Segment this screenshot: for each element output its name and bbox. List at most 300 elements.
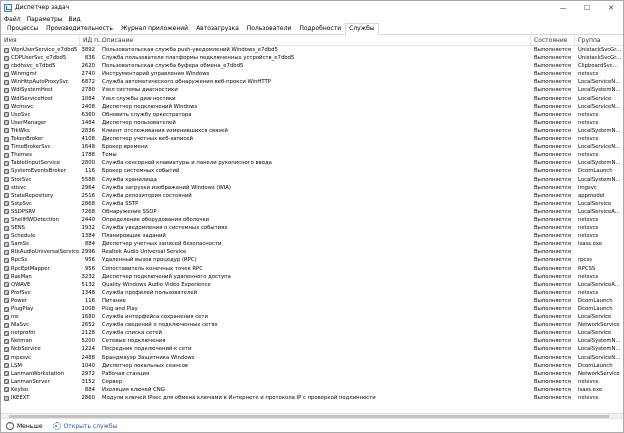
service-name <box>1 281 80 289</box>
service-name-label: WdiServiceHost <box>11 95 53 102</box>
service-name <box>1 192 80 200</box>
service-pid: 2652 <box>81 322 95 329</box>
service-icon <box>4 80 9 85</box>
table-row[interactable] <box>1 62 623 70</box>
column-header-status[interactable]: Состояние <box>531 36 575 46</box>
service-name <box>1 159 80 167</box>
service-status: Выполняется <box>534 87 571 94</box>
service-status: Выполняется <box>534 265 571 272</box>
table-row[interactable] <box>1 289 623 297</box>
service-name-label: ProfSvc <box>11 289 31 296</box>
service-group: UnistackSvcGr... <box>578 47 622 53</box>
service-name <box>1 46 80 54</box>
tab-app-history[interactable]: Журнал приложений <box>120 25 189 32</box>
chevron-up-icon: ˄ <box>6 422 14 430</box>
service-name <box>1 200 80 208</box>
service-group: LocalServiceN... <box>578 354 621 361</box>
service-pid: 2800 <box>81 160 95 167</box>
service-pid: 1084 <box>81 95 95 102</box>
service-name <box>1 394 80 402</box>
service-name-label: KeyIso <box>11 386 29 393</box>
service-icon <box>4 120 9 125</box>
service-name <box>1 297 80 305</box>
service-name-label: SSDPSRV <box>11 208 36 215</box>
service-description: Брандмауэр Защитника Windows <box>102 354 195 361</box>
service-name <box>1 354 80 362</box>
service-name-label: WpnUserService_e7dbd5 <box>11 47 78 53</box>
service-status: Выполняется <box>534 200 571 207</box>
table-row[interactable] <box>1 232 623 240</box>
service-name <box>1 386 80 394</box>
service-pid: 2996 <box>81 249 95 256</box>
minimize-button[interactable]: — <box>559 3 567 12</box>
service-status: Выполняется <box>534 386 571 393</box>
service-name-label: netprofm <box>11 330 36 337</box>
table-row[interactable] <box>1 216 623 224</box>
service-description: Обновить службу оркестратора <box>102 111 192 118</box>
service-icon <box>4 379 9 384</box>
service-group <box>575 248 621 256</box>
service-description: Определение оборудования оболочки <box>102 216 210 223</box>
service-description: Служба репозитория состояний <box>102 192 192 199</box>
service-name-label: NcbService <box>11 346 41 353</box>
service-pid: 6872 <box>81 79 95 86</box>
service-icon <box>4 323 9 328</box>
service-name-label: LSM <box>11 362 22 369</box>
service-icon <box>4 104 9 109</box>
service-icon <box>4 128 9 133</box>
service-icon <box>4 161 9 166</box>
service-name-label: CDPUserSvc_e7dbd5 <box>11 55 67 62</box>
service-icon <box>4 307 9 312</box>
service-description: Сопоставитель конечных точек RPC <box>102 265 203 272</box>
service-name-label: PlugPlay <box>11 306 34 312</box>
service-name <box>1 265 80 273</box>
service-group: LocalSystemN... <box>578 338 621 345</box>
service-status: Выполняется <box>534 330 571 337</box>
service-pid: 3152 <box>81 378 95 385</box>
service-name-label: StateRepository <box>11 192 54 199</box>
service-status: Выполняется <box>534 192 571 199</box>
menu-view[interactable]: Вид <box>68 15 81 23</box>
service-pid: 2408 <box>81 103 95 110</box>
service-name <box>1 62 80 70</box>
service-status: Выполняется <box>534 176 571 183</box>
service-icon <box>4 185 9 190</box>
service-description: Служба интерфейса сохранения сети <box>102 314 208 321</box>
table-row[interactable] <box>1 337 623 345</box>
service-description: Диспетчер локальных сеансов <box>102 362 188 369</box>
service-name-label: WdiSystemHost <box>11 87 53 94</box>
table-row[interactable] <box>1 103 623 111</box>
service-name-label: stisvc <box>11 184 27 191</box>
table-row[interactable] <box>1 119 623 127</box>
service-group: DcomLaunch <box>578 362 613 369</box>
service-pid: 116 <box>84 168 95 175</box>
service-group: LocalServiceA... <box>578 281 620 288</box>
service-icon <box>4 315 9 320</box>
service-name-label: mpssvc <box>11 354 32 361</box>
service-description: Служба загрузки изображений Windows (WIA) <box>102 184 231 191</box>
tab-services[interactable]: Службы <box>345 23 378 35</box>
table-row[interactable] <box>1 192 623 200</box>
service-name <box>1 337 80 345</box>
service-group: netsvcs <box>578 378 599 385</box>
menu-file[interactable]: Файл <box>4 15 21 23</box>
open-services-label: Открыть службы <box>63 422 118 430</box>
tab-details[interactable]: Подробности <box>299 25 342 32</box>
service-pid: 2740 <box>81 71 95 78</box>
service-name <box>1 345 80 353</box>
service-description: Посредник подключений к сети <box>102 346 192 353</box>
service-status: Выполняется <box>534 289 571 296</box>
service-description: Пользовательская служба push-уведомлений Windows_e7dbd5 <box>102 47 278 53</box>
service-group: DcomLaunch <box>578 168 613 175</box>
service-pid: 4108 <box>81 136 95 143</box>
service-group: LocalSystemN... <box>578 160 621 167</box>
column-header-name[interactable]: Имя <box>1 36 80 46</box>
service-icon <box>4 282 9 287</box>
table-row[interactable] <box>1 297 623 305</box>
service-name <box>1 313 80 321</box>
service-pid: 1008 <box>81 306 95 312</box>
service-name <box>1 224 80 232</box>
service-name-label: ShellHWDetection <box>11 216 59 223</box>
service-description: Служба списка сетей <box>102 330 163 337</box>
service-description: Диспетчер учетных веб-записей <box>102 136 193 143</box>
service-pid: 116 <box>84 297 95 304</box>
menu-options[interactable]: Параметры <box>26 15 63 23</box>
service-status: Выполняется <box>534 395 571 402</box>
service-icon <box>4 331 9 336</box>
tab-bar <box>1 24 623 35</box>
service-status: Выполняется <box>534 354 571 361</box>
service-description: Сервер <box>102 378 123 385</box>
table-row[interactable] <box>1 329 623 337</box>
service-icon <box>4 234 9 239</box>
window-title: Диспетчер задач <box>15 4 70 11</box>
service-group: netsvcs <box>578 111 599 118</box>
table-row[interactable] <box>1 224 623 232</box>
service-pid: 1680 <box>81 314 95 321</box>
service-pid: 2488 <box>81 354 95 361</box>
service-status: Выполняется <box>534 249 571 256</box>
service-name-label: WinHttpAutoProxySvc <box>11 79 69 86</box>
service-name-label: SystemEventsBroker <box>11 168 66 175</box>
service-icon <box>4 396 9 401</box>
service-group: imgsvc <box>578 184 597 191</box>
service-group: UnistackSvcGr... <box>578 55 622 62</box>
service-status: Выполняется <box>534 127 571 134</box>
service-icon <box>4 347 9 352</box>
service-icon <box>4 266 9 271</box>
table-row[interactable] <box>1 313 623 321</box>
table-row[interactable] <box>1 78 623 86</box>
service-icon <box>4 250 9 255</box>
table-row[interactable] <box>1 143 623 151</box>
table-row[interactable] <box>1 70 623 78</box>
service-name-label: RtkAudioUniversalService <box>11 249 80 256</box>
service-group: RPCSS <box>578 265 596 272</box>
table-row[interactable] <box>1 159 623 167</box>
tab-performance[interactable]: Производительность <box>46 25 113 32</box>
service-status: Выполняется <box>534 47 571 53</box>
service-icon <box>4 242 9 247</box>
service-group: DcomLaunch <box>578 297 613 304</box>
open-services-link[interactable] <box>53 422 118 430</box>
service-status: Выполняется <box>534 119 571 126</box>
service-pid: 2972 <box>81 370 95 377</box>
table-row[interactable] <box>1 86 623 94</box>
table-row[interactable] <box>1 273 623 281</box>
fewer-details-button[interactable] <box>6 422 43 430</box>
service-pid: 6360 <box>81 111 95 118</box>
service-pid: 1788 <box>81 152 95 159</box>
service-description: Обнаружение SSDP <box>102 208 157 215</box>
service-pid: 956 <box>84 257 95 264</box>
table-row[interactable] <box>1 386 623 394</box>
table-row[interactable] <box>1 167 623 175</box>
tab-users[interactable]: Пользователи <box>246 25 292 32</box>
service-group: netsvcs <box>578 395 599 402</box>
service-group: LocalService <box>578 200 612 207</box>
service-name <box>1 70 80 78</box>
service-pid: 1484 <box>81 119 95 126</box>
footer-bar <box>1 418 623 433</box>
service-name <box>1 167 80 175</box>
service-icon <box>4 112 9 117</box>
service-group: netsvcs <box>578 273 599 280</box>
service-description: Служба уведомления о системных событиях <box>102 225 228 232</box>
service-icon <box>4 177 9 182</box>
service-description: Пользовательская служба буфера обмена_e7dbd5 <box>102 63 244 70</box>
column-header-pid[interactable]: ИД п... <box>80 36 99 46</box>
table-row[interactable] <box>1 111 623 119</box>
service-name <box>1 95 80 103</box>
service-name <box>1 305 80 313</box>
service-group: LocalServiceN... <box>578 144 621 151</box>
service-pid: 2128 <box>81 330 95 337</box>
service-name-label: Power <box>11 297 28 304</box>
service-description: Служба автоматического обнаружения веб-прокси WinHTTP <box>102 79 271 86</box>
service-description: Служба профилей пользователей <box>102 289 198 296</box>
service-icon <box>4 371 9 376</box>
table-row[interactable] <box>1 354 623 362</box>
service-name <box>1 143 80 151</box>
service-name-label: SamSs <box>11 241 29 248</box>
service-status: Выполняется <box>534 144 571 151</box>
service-name-label: QWAVE <box>11 281 31 288</box>
tab-processes[interactable]: Процессы <box>7 25 39 32</box>
service-name <box>1 184 80 192</box>
service-description: Служба хранилища <box>102 176 157 183</box>
service-status: Выполняется <box>534 55 571 62</box>
service-name <box>1 289 80 297</box>
service-name-label: StorSvc <box>11 176 32 183</box>
table-row[interactable] <box>1 265 623 273</box>
service-description: Диспетчер подключений Windows <box>102 103 198 110</box>
table-row[interactable] <box>1 394 623 402</box>
service-group: lsass.exe <box>578 241 603 248</box>
service-name-label: LanmanWorkstation <box>11 370 64 377</box>
service-name-label: SstpSvc <box>11 200 32 207</box>
service-status: Выполняется <box>534 208 571 215</box>
service-status: Выполняется <box>534 370 571 377</box>
service-group: ClipboardSvc... <box>578 63 618 70</box>
service-description: Инструментарий управления Windows <box>102 71 210 78</box>
service-status: Выполняется <box>534 216 571 223</box>
service-group: NetworkService <box>578 322 620 329</box>
table-row[interactable] <box>1 54 623 62</box>
service-pid: 836 <box>84 55 95 62</box>
service-description: Рабочая станция <box>102 370 150 377</box>
service-name <box>1 248 80 256</box>
service-status: Выполняется <box>534 306 571 312</box>
table-row[interactable] <box>1 95 623 103</box>
table-row[interactable] <box>1 176 623 184</box>
table-row[interactable] <box>1 281 623 289</box>
services-gear-icon <box>53 422 61 430</box>
service-name <box>1 232 80 240</box>
service-description: Изоляция ключей CNG <box>102 386 165 393</box>
tab-startup[interactable]: Автозагрузка <box>196 25 239 32</box>
service-status: Выполняется <box>534 338 571 345</box>
service-group: DcomLaunch <box>578 306 613 312</box>
service-icon <box>4 137 9 142</box>
service-name <box>1 216 80 224</box>
table-row[interactable] <box>1 135 623 143</box>
maximize-button[interactable]: ☐ <box>583 3 591 12</box>
service-name <box>1 240 80 248</box>
table-row[interactable] <box>1 151 623 159</box>
service-icon <box>4 209 9 214</box>
table-row[interactable] <box>1 378 623 386</box>
table-row[interactable] <box>1 208 623 216</box>
service-name <box>1 54 80 62</box>
service-status: Выполняется <box>534 233 571 240</box>
service-description: Служба пользователя платформы подключенных устройств_e7dbd5 <box>102 55 295 62</box>
table-row[interactable] <box>1 248 623 256</box>
service-name <box>1 370 80 378</box>
service-pid: 2516 <box>81 192 95 199</box>
service-group: netsvcs <box>578 225 599 232</box>
service-status: Выполняется <box>534 103 571 110</box>
service-icon <box>4 153 9 158</box>
table-row[interactable] <box>1 362 623 370</box>
title-bar[interactable] <box>1 1 623 14</box>
service-status: Выполняется <box>534 322 571 329</box>
service-status: Выполняется <box>534 241 571 248</box>
service-name-label: TabletInputService <box>11 160 61 167</box>
table-row[interactable] <box>1 46 623 54</box>
service-group: netsvcs <box>578 71 599 78</box>
table-row[interactable] <box>1 256 623 264</box>
service-icon <box>4 355 9 360</box>
service-name-label: NlaSvc <box>11 322 30 329</box>
service-description: Удаленный вызов процедур (RPC) <box>102 257 197 264</box>
service-pid: 1040 <box>81 362 95 369</box>
window-controls <box>551 1 623 14</box>
service-icon <box>4 387 9 392</box>
service-icon <box>4 258 9 263</box>
service-icon <box>4 339 9 344</box>
table-row[interactable] <box>1 370 623 378</box>
service-name <box>1 378 80 386</box>
service-status: Выполняется <box>534 257 571 264</box>
service-name <box>1 208 80 216</box>
service-name-label: LanmanServer <box>11 378 50 385</box>
service-icon <box>4 64 9 69</box>
table-row[interactable] <box>1 200 623 208</box>
service-name <box>1 86 80 94</box>
service-name <box>1 151 80 159</box>
service-description: Узел системы диагностики <box>102 87 178 94</box>
service-name <box>1 111 80 119</box>
service-name <box>1 321 80 329</box>
table-body <box>1 46 623 402</box>
close-button[interactable]: ✕ <box>608 3 614 12</box>
service-name-label: UserManager <box>11 119 47 126</box>
service-name <box>1 273 80 281</box>
service-name-label: cbdhsvc_e7dbd5 <box>11 63 56 70</box>
service-name-label: RasMan <box>11 273 32 280</box>
table-row[interactable] <box>1 127 623 135</box>
service-group: appmodel <box>578 192 605 199</box>
service-name <box>1 135 80 143</box>
service-group: LocalSystemN... <box>578 346 621 353</box>
service-group: netsvcs <box>578 233 599 240</box>
service-description: Plug and Play <box>102 306 138 312</box>
service-pid: 2620 <box>81 63 95 70</box>
service-description: Служба SSTP <box>102 200 139 207</box>
service-description: Узел службы диагностики <box>102 95 176 102</box>
service-pid: 5200 <box>81 338 95 345</box>
service-pid: 2868 <box>81 200 95 207</box>
service-group: LocalSystemN... <box>578 176 621 183</box>
table-row[interactable] <box>1 345 623 353</box>
service-name-label: Winmgmt <box>11 71 37 78</box>
service-name-label: TokenBroker <box>11 136 44 143</box>
column-header-description[interactable]: Описание <box>99 36 531 46</box>
service-description: Брокер времени <box>102 144 148 151</box>
service-pid: 5588 <box>81 176 95 183</box>
service-name-label: SENS <box>11 225 26 232</box>
service-pid: 956 <box>84 265 95 272</box>
service-pid: 2964 <box>81 184 95 191</box>
table-row[interactable] <box>1 184 623 192</box>
service-description: Realtek Audio Universal Service <box>102 249 187 256</box>
table-row[interactable] <box>1 321 623 329</box>
service-pid: 884 <box>84 241 95 248</box>
table-row[interactable] <box>1 240 623 248</box>
service-description: Темы <box>102 152 117 159</box>
service-name <box>1 176 80 184</box>
service-description: Диспетчер пользователей <box>102 119 176 126</box>
service-name-label: TrkWks <box>11 127 30 134</box>
column-header-group[interactable]: Группа <box>578 37 601 44</box>
service-description: Модули ключей IPsec для обмена ключами в Интернете и протокола IP с проверкой подлинности <box>102 395 376 402</box>
service-status: Выполняется <box>534 362 571 369</box>
service-pid: 1384 <box>81 233 95 240</box>
service-icon <box>4 274 9 279</box>
service-group: netsvcs <box>578 289 599 296</box>
task-manager-icon <box>4 4 12 12</box>
service-pid: 1932 <box>81 225 95 232</box>
service-name <box>1 103 80 111</box>
service-pid: 3232 <box>81 273 95 280</box>
service-pid: 1224 <box>81 346 95 353</box>
table-row[interactable] <box>1 305 623 313</box>
